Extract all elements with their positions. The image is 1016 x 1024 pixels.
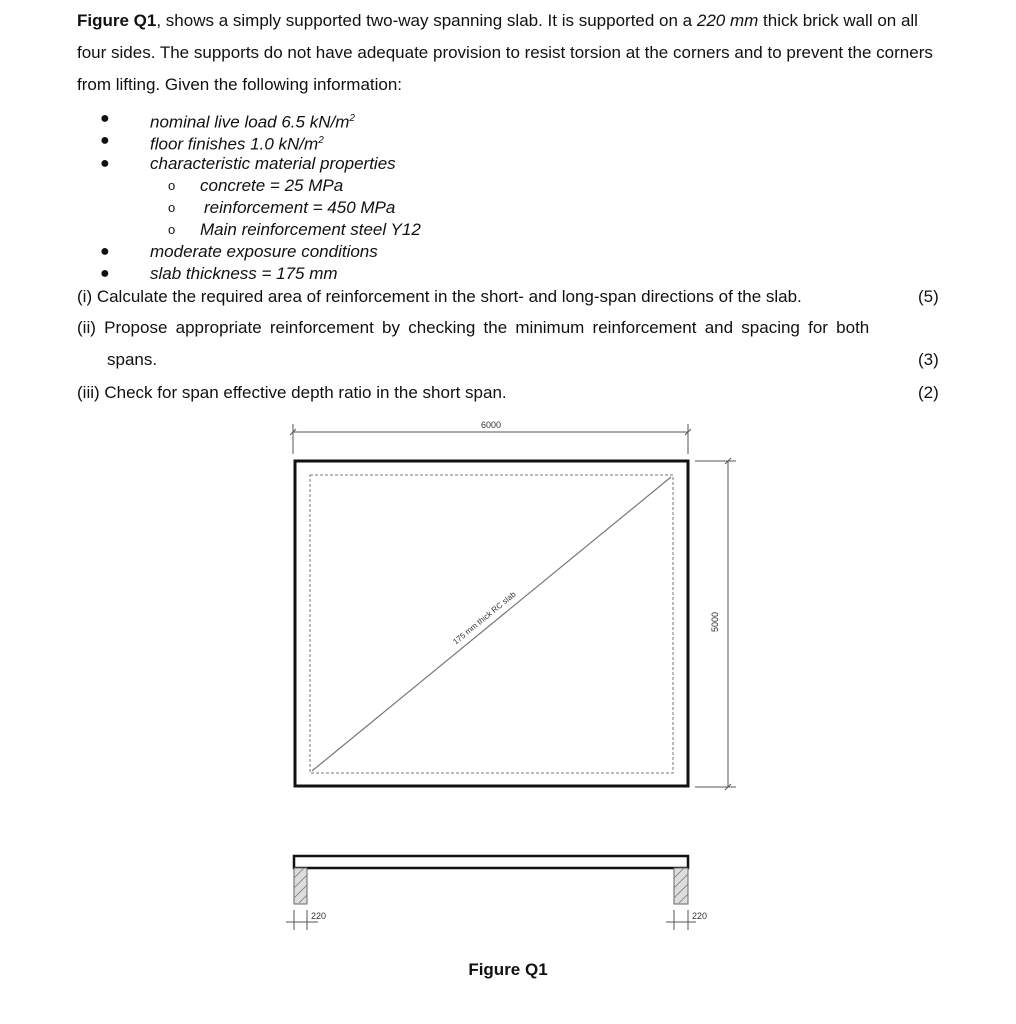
sub-bullet: o bbox=[168, 178, 176, 193]
exposure-item: moderate exposure conditions bbox=[150, 242, 378, 261]
slab-plan bbox=[295, 461, 688, 786]
question-1-marks: (5) bbox=[918, 287, 939, 306]
material-item: characteristic material properties bbox=[150, 154, 396, 173]
question-2-marks: (3) bbox=[918, 350, 939, 369]
dimension-6000-label: 6000 bbox=[480, 420, 502, 430]
floor-finish-item: floor finishes 1.0 $kN/m^2$ bbox=[150, 134, 324, 154]
slab-section bbox=[286, 856, 707, 930]
dimension-5000 bbox=[695, 458, 736, 790]
live-load-item: nominal live load 6.5 $kN/m^2$ bbox=[150, 112, 355, 132]
main-steel-item: Main reinforcement steel Y12 bbox=[200, 220, 421, 239]
intro-text-a: , shows a simply supported two-way spanning slab. It is supported on a bbox=[156, 11, 697, 30]
figure-reference: Figure Q1 bbox=[77, 11, 157, 30]
bullet: ● bbox=[100, 265, 110, 282]
bullet: ● bbox=[100, 132, 110, 149]
question-3-marks: (2) bbox=[918, 383, 939, 402]
sub-bullet: o bbox=[168, 222, 176, 237]
dimension-6000 bbox=[290, 420, 691, 454]
bullet: ● bbox=[100, 243, 110, 260]
question-2-line-1: (ii) Propose appropriate reinforcement by checking the minimum reinforcement and spacing for both bbox=[77, 318, 870, 337]
support-right-label: 220 bbox=[692, 911, 708, 921]
wall-thickness: 220 mm bbox=[696, 11, 759, 30]
thickness-item: slab thickness = 175 mm bbox=[150, 264, 338, 283]
figure-caption: Figure Q1 bbox=[468, 960, 548, 979]
question-1: (i) Calculate the required area of reinforcement in the short- and long-span directions of the slab. bbox=[77, 287, 802, 306]
support-left-label: 220 bbox=[311, 911, 327, 921]
question-2-line-2: spans. bbox=[107, 350, 158, 369]
bullet: ● bbox=[100, 155, 110, 172]
sub-bullet: o bbox=[168, 200, 176, 215]
intro-text-b: thick brick wall on all four sides. The supports do not have adequate provision to resist torsion at the corners and to prevent the corners from lifting. Given the following information: bbox=[77, 11, 933, 94]
concrete-item: concrete = 25 MPa bbox=[200, 176, 344, 195]
slab-label: 175 mm thick RC slab bbox=[451, 589, 518, 647]
bullet: ● bbox=[100, 110, 110, 127]
dimension-5000-label: 5000 bbox=[710, 611, 720, 633]
reinforcement-item: reinforcement = 450 MPa bbox=[204, 198, 396, 217]
question-3: (iii) Check for span effective depth ratio in the short span. bbox=[77, 383, 507, 402]
